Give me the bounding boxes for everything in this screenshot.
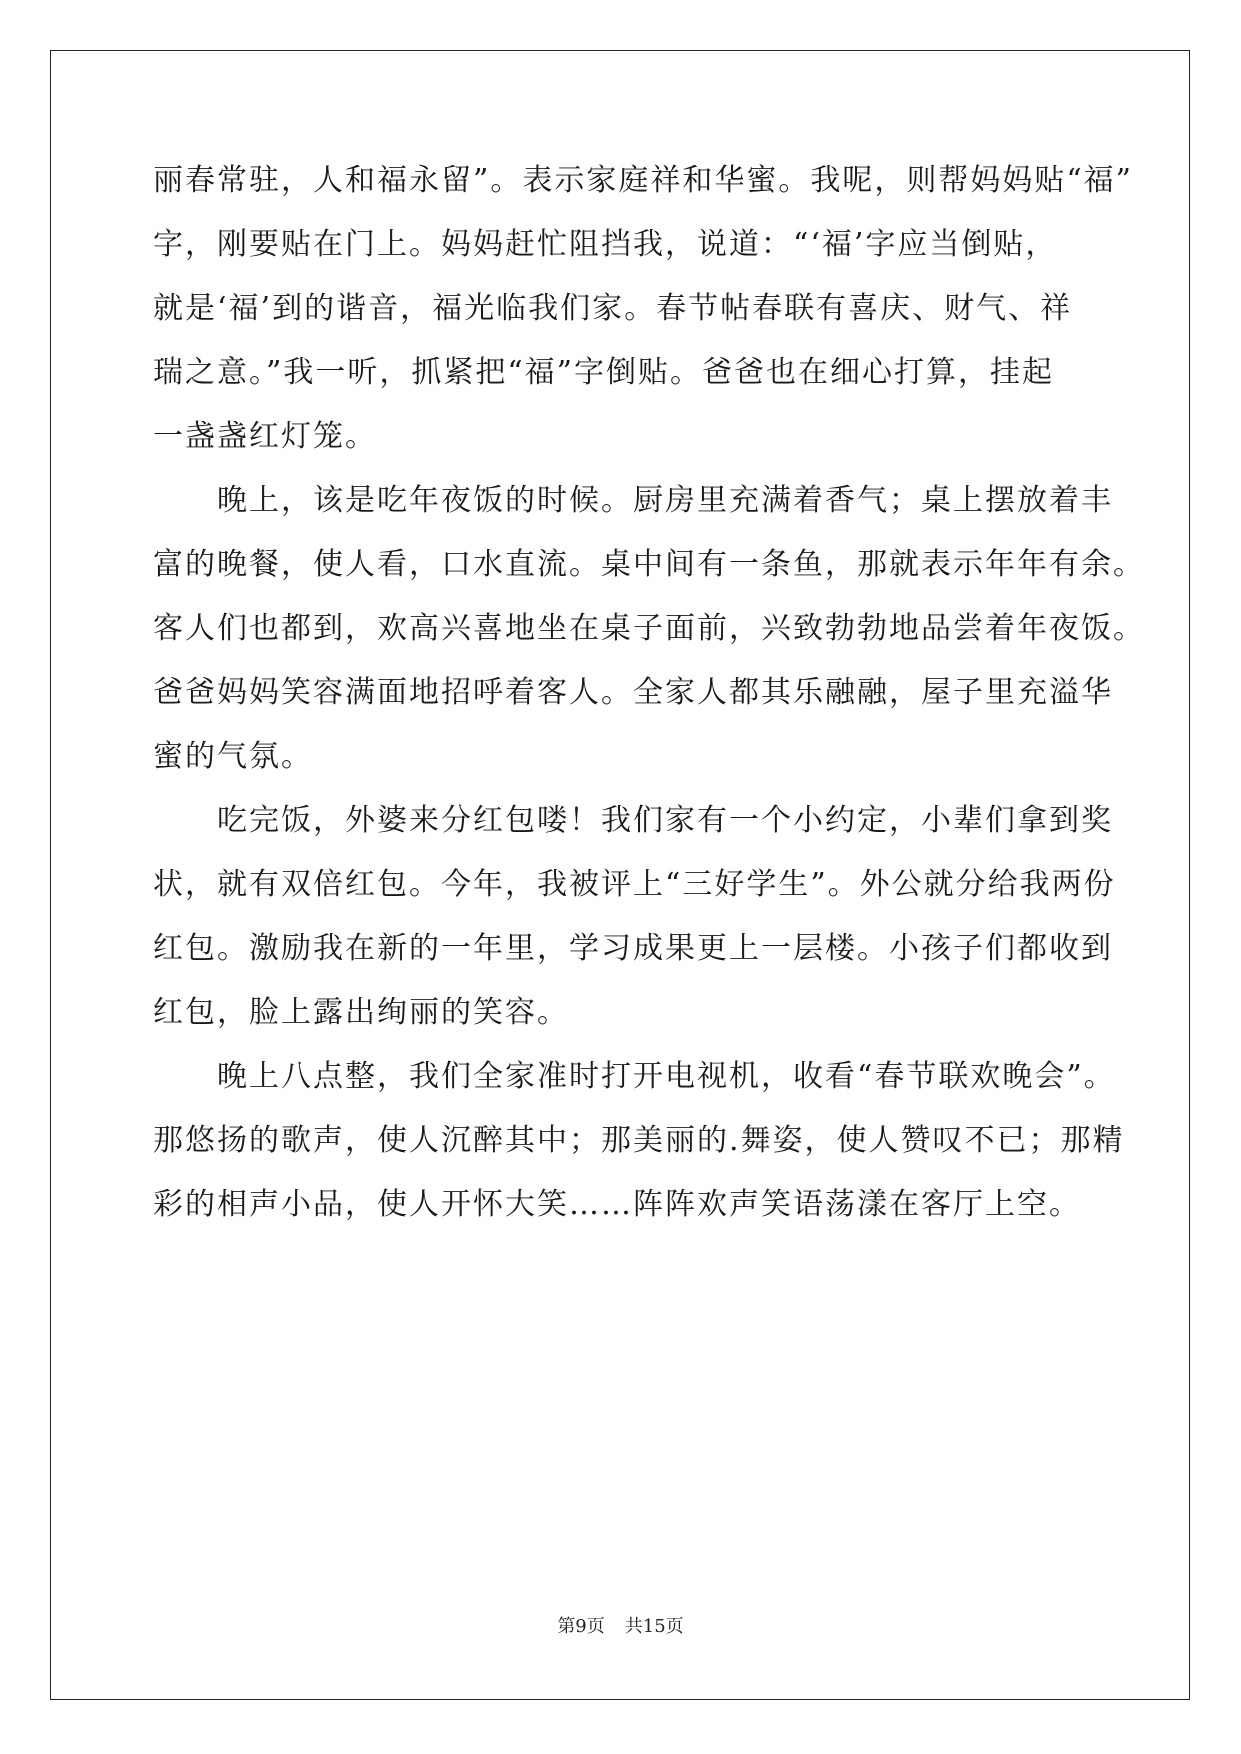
text-line: 就是‘福’到的谐音，福光临我们家。春节帖春联有喜庆、财气、祥 — [153, 291, 1073, 326]
text-line: 红包，脸上露出绚丽的笑容。 — [153, 995, 569, 1030]
text-line: 吃完饭，外婆来分红包喽！我们家有一个小约定，小辈们拿到奖 — [153, 803, 1113, 838]
text-line: 彩的相声小品，使人开怀大笑……阵阵欢声笑语荡漾在客厅上空。 — [153, 1187, 1081, 1222]
text-line: 客人们也都到，欢高兴喜地坐在桌子面前，兴致勃勃地品尝着年夜饭。 — [153, 611, 1145, 646]
text-line: 蜜的气氛。 — [153, 739, 313, 774]
text-line: 爸爸妈妈笑容满面地招呼着客人。全家人都其乐融融，屋子里充溢华 — [153, 675, 1113, 710]
text-line: 丽春常驻，人和福永留”。表示家庭祥和华蜜。我呢，则帮妈妈贴“福” — [153, 163, 1134, 198]
text-line: 状，就有双倍红包。今年，我被评上“三好学生”。外公就分给我两份 — [153, 867, 1116, 902]
text-line: 晚上，该是吃年夜饭的时候。厨房里充满着香气；桌上摆放着丰 — [153, 483, 1113, 518]
text-line: 晚上八点整，我们全家准时打开电视机，收看“春节联欢晚会”。 — [153, 1059, 1116, 1094]
page-footer — [0, 1615, 1241, 1639]
text-line: 红包。激励我在新的一年里，学习成果更上一层楼。小孩子们都收到 — [153, 931, 1113, 966]
text-line: 字，刚要贴在门上。妈妈赶忙阻挡我，说道：“‘福’字应当倒贴， — [153, 227, 1058, 262]
text-line: 那悠扬的歌声，使人沉醉其中；那美丽的.舞姿，使人赞叹不已；那精 — [153, 1123, 1125, 1158]
text-line: 富的晚餐，使人看，口水直流。桌中间有一条鱼，那就表示年年有余。 — [153, 547, 1145, 582]
page-number: 第9页 — [557, 1616, 605, 1637]
text-line: 瑞之意。”我一听，抓紧把“福”字倒贴。爸爸也在细心打算，挂起 — [153, 355, 1055, 390]
page-total: 共15页 — [624, 1616, 684, 1637]
text-line: 一盏盏红灯笼。 — [153, 419, 377, 454]
